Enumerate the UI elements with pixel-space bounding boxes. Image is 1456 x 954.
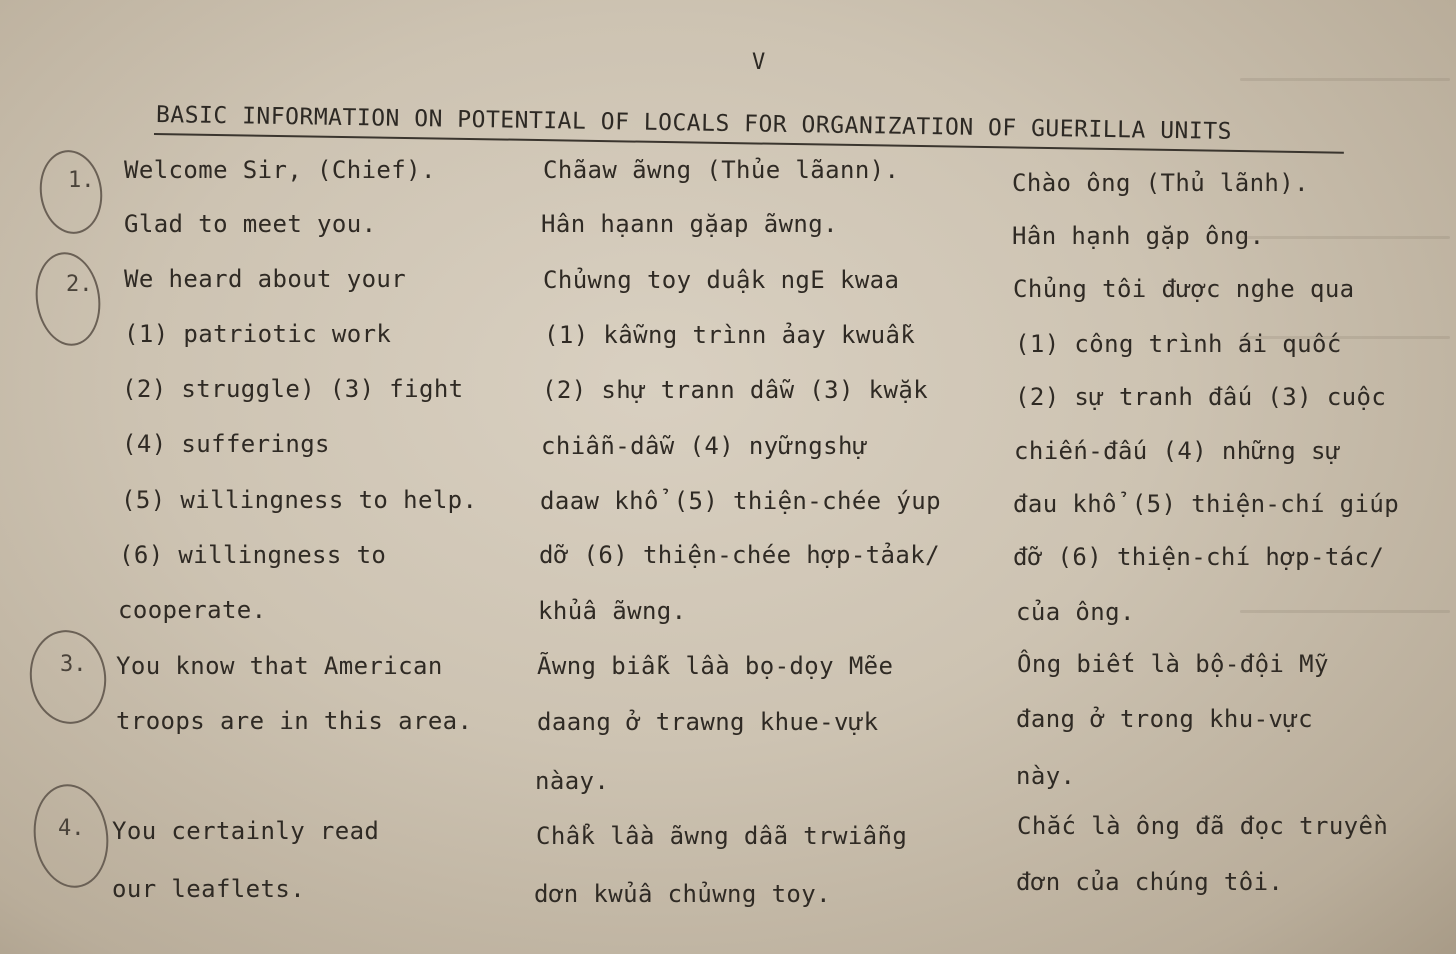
phonetic-line: (1) kẫwng trìnn ảay kwuẫk <box>544 321 916 349</box>
phonetic-line: Ãwng biẫk lầa bọ-dọy Mẽe <box>537 652 894 680</box>
phonetic-line: Chẩk lầa ãwng dẫa trwiẫng <box>536 822 908 850</box>
vietnamese-line: Ông biết là bộ-đội Mỹ <box>1017 650 1329 678</box>
vietnamese-line: (2) sự tranh đấu (3) cuộc <box>1015 383 1387 411</box>
vietnamese-line: đang ở trong khu-vực <box>1016 705 1313 733</box>
phonetic-line: dơn kwủâ chủwng toy. <box>534 880 831 908</box>
vietnamese-line: chiến-đấu (4) những sự <box>1014 437 1341 465</box>
phonetic-line: Hân hạann gặap ãwng. <box>541 210 838 238</box>
phonetic-line: (2) shự trann dẫw (3) kwặk <box>542 376 929 404</box>
phonetic-line: daang ở trawng khue-vựk <box>537 708 879 736</box>
vietnamese-line: đơn của chúng tôi. <box>1016 868 1284 896</box>
item-number: 3. <box>60 652 87 677</box>
english-line: (6) willingness to <box>119 541 387 569</box>
item-number: 4. <box>58 816 85 841</box>
phonetic-line: Chủwng toy duậk ngE kwaa <box>543 266 900 294</box>
english-line: Welcome Sir, (Chief). <box>124 156 436 184</box>
vietnamese-line: này. <box>1016 762 1076 790</box>
english-line: Glad to meet you. <box>124 210 377 238</box>
english-line: troops are in this area. <box>116 707 473 735</box>
english-line: (4) sufferings <box>122 430 330 458</box>
bleed-through-mark <box>1240 78 1450 81</box>
vietnamese-line: đỡ (6) thiện-chí hợp-tác/ <box>1013 543 1385 571</box>
english-line: cooperate. <box>118 596 267 624</box>
phonetic-line: dỡ (6) thiện-chée hợp-tảak/ <box>539 541 940 569</box>
phonetic-line: Chãaw ãwng (Thủe lãann). <box>543 156 900 184</box>
phonetic-line: daaw khổ (5) thiện-chée ýup <box>540 487 941 515</box>
english-line: (1) patriotic work <box>124 320 392 348</box>
bleed-through-mark <box>1240 610 1450 613</box>
item-number: 2. <box>66 272 93 297</box>
english-line: (2) struggle) (3) fight <box>122 375 464 403</box>
english-line: (5) willingness to help. <box>121 486 478 514</box>
vietnamese-line: Chào ông (Thủ lãnh). <box>1012 169 1309 197</box>
page-marker: V <box>752 50 766 75</box>
english-line: You know that American <box>116 652 443 680</box>
vietnamese-line: Hân hạnh gặp ông. <box>1012 222 1265 250</box>
vietnamese-line: đau khổ (5) thiện-chí giúp <box>1013 490 1400 518</box>
page-title: BASIC INFORMATION ON POTENTIAL OF LOCALS FOR ORGANIZATION OF GUERILLA UNITS <box>155 102 1233 145</box>
vietnamese-line: Chắc là ông đã đọc truyền <box>1017 812 1389 840</box>
item-number: 1. <box>68 168 95 193</box>
vietnamese-line: của ông. <box>1016 598 1135 626</box>
vietnamese-line: Chủng tôi được nghe qua <box>1013 275 1355 303</box>
bleed-through-mark <box>1240 236 1450 239</box>
item-number-circle <box>24 625 112 729</box>
english-line: our leaflets. <box>112 875 306 903</box>
phonetic-line: khủâ ãwng. <box>538 597 687 625</box>
phonetic-line: nàay. <box>535 767 610 795</box>
english-line: We heard about your <box>124 265 407 293</box>
phonetic-line: chiẫn-dẫw (4) nyữngshự <box>541 432 868 460</box>
item-number-circle <box>30 248 106 350</box>
english-line: You certainly read <box>112 817 380 845</box>
vietnamese-line: (1) công trình ái quốc <box>1015 330 1342 358</box>
